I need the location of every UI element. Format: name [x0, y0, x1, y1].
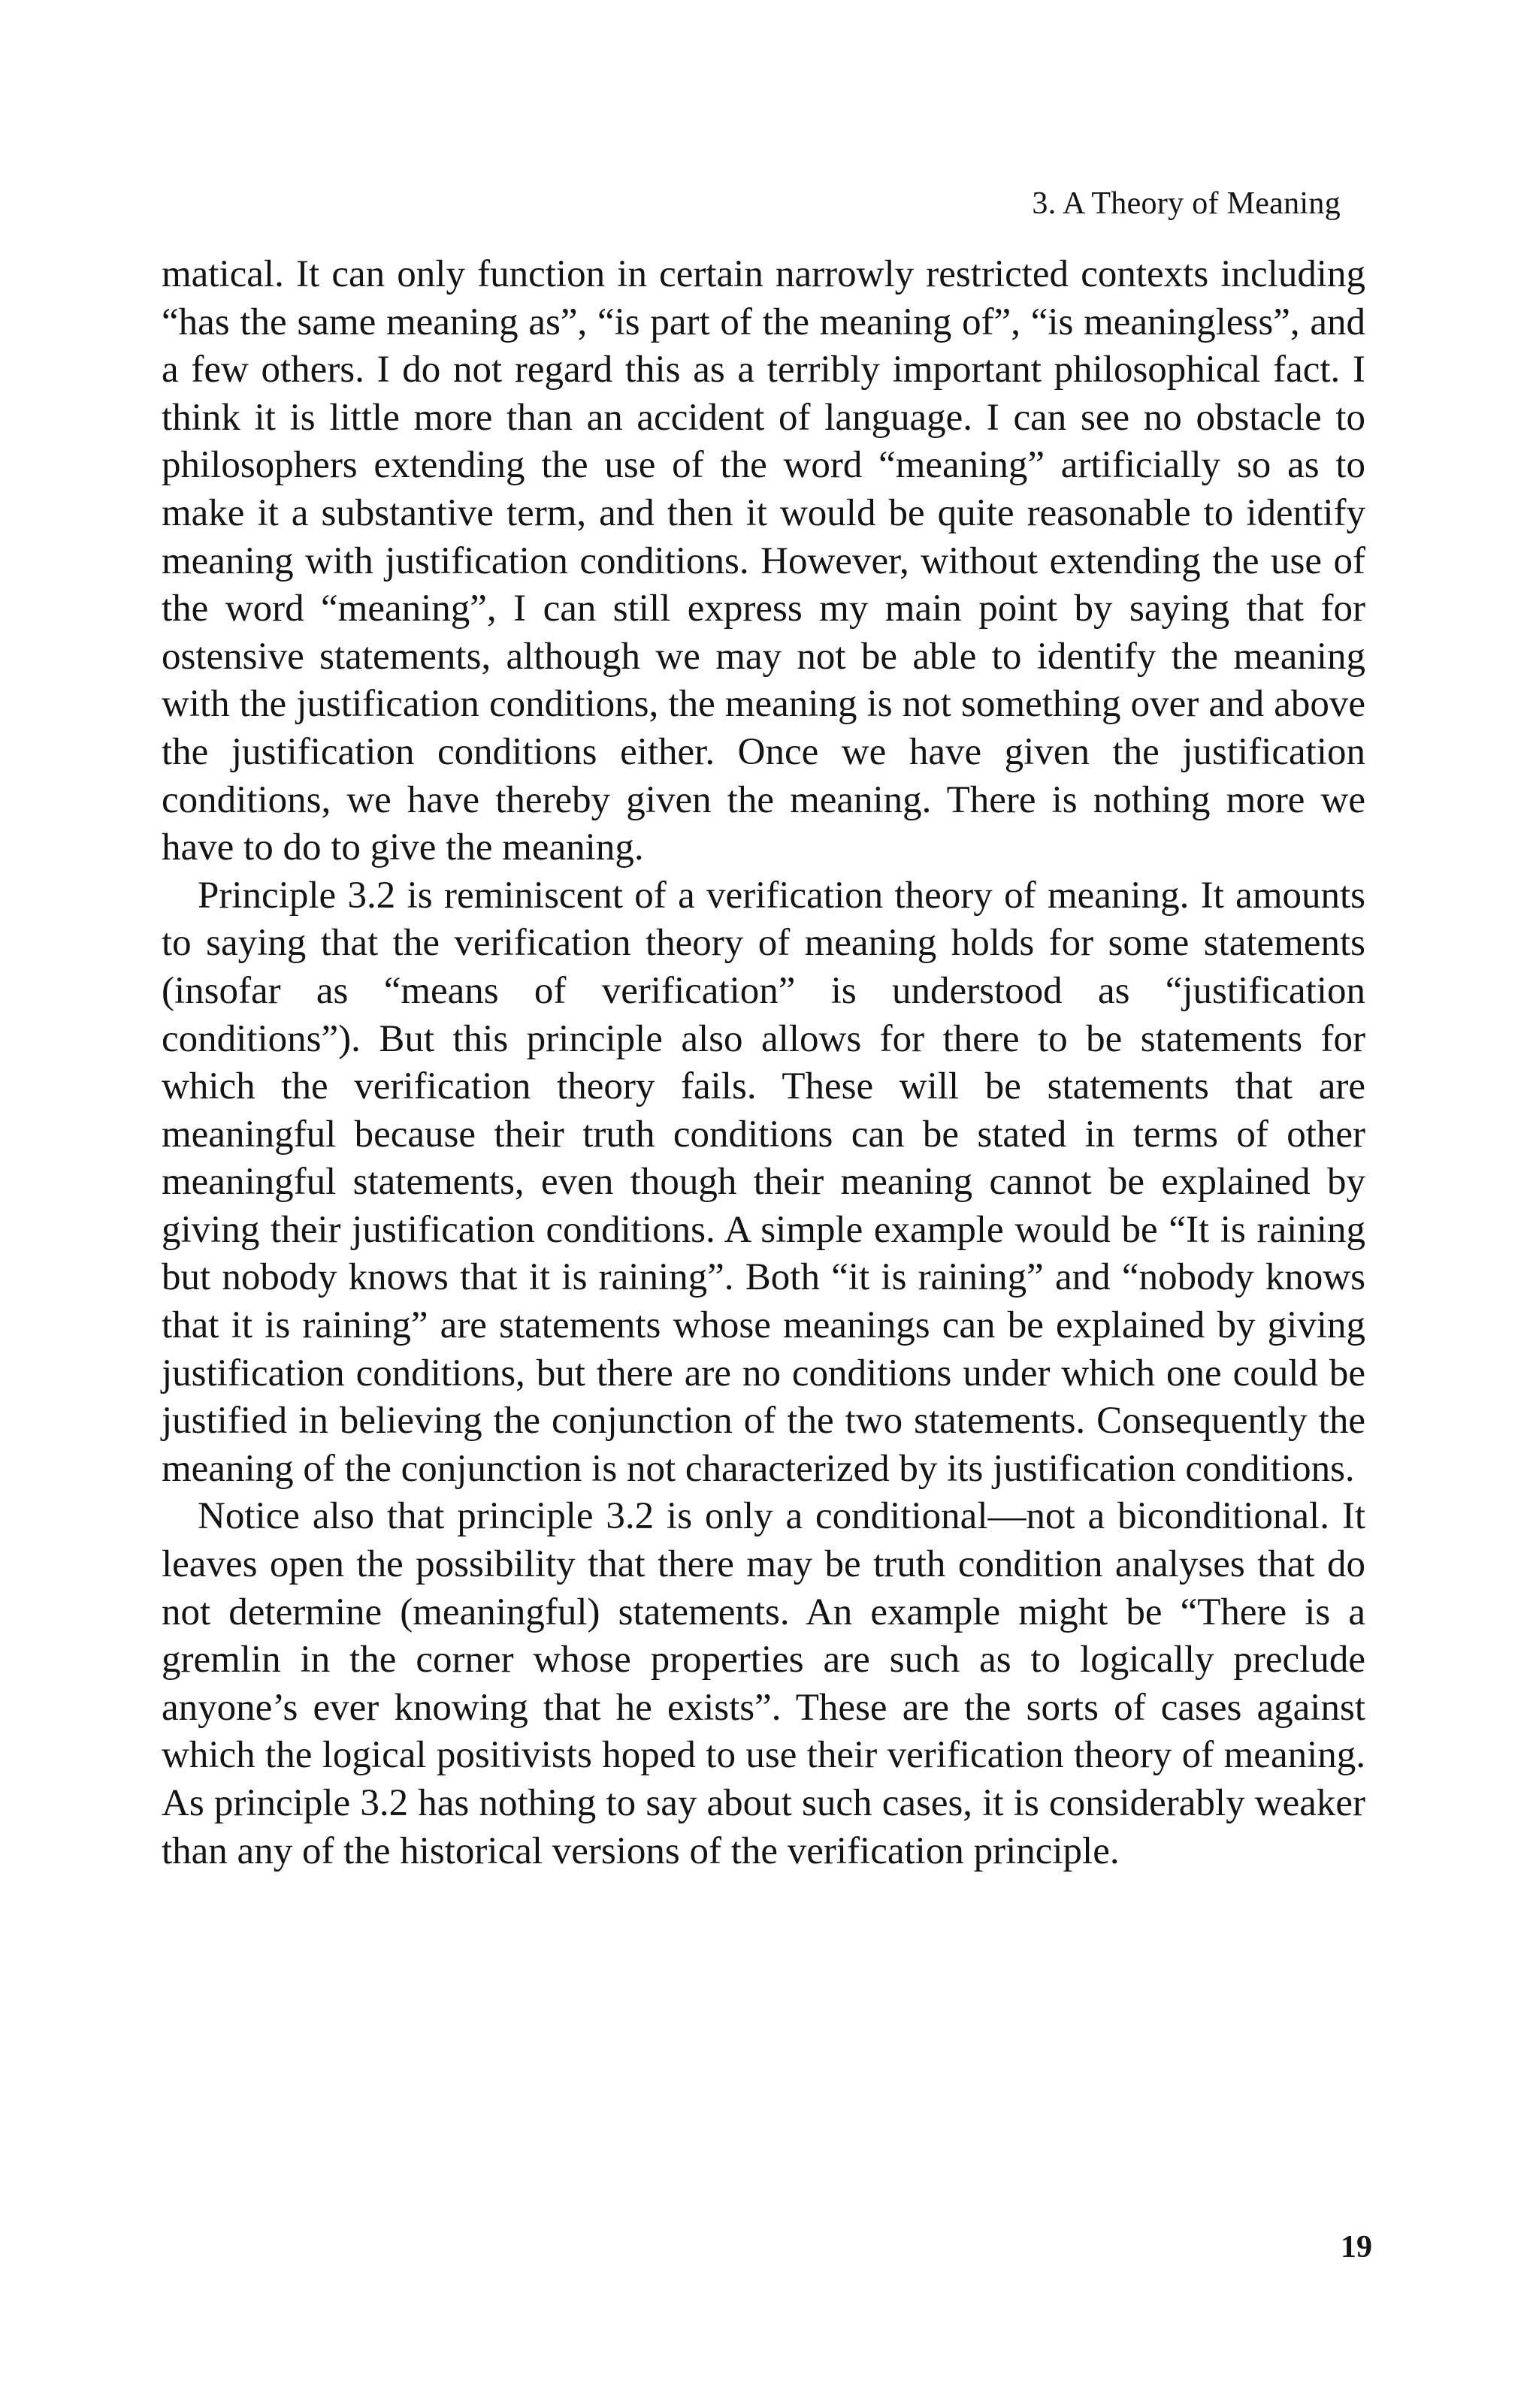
page-body: [162, 251, 1365, 1875]
paragraph-notice-conditional: Notice also that principle 3.2 is only a conditional—not a biconditional. It leaves open the possibility that there may be truth condition analyses that do not determine (meaningful) statements. An example might be “There is a gremlin in the corner whose properties are such as to logically preclude anyone’s ever knowing that he exists”. These are the sorts of cases against which the logical positivists hoped to use their verification theory of meaning. As principle 3.2 has nothing to say about such cases, it is considerably weaker than any of the historical versions of the verification principle.: [162, 1495, 1365, 1872]
page-number: 19: [1341, 2230, 1372, 2264]
paragraph-continued: matical. It can only function in certain narrowly restricted contexts including “has the same meaning as”, “is part of the meaning of”, “is meaningless”, and a few others. I do not regard this as a terribly important philosophical fact. I think it is little more than an accident of language. I can see no obstacle to philosophers extending the use of the word “meaning” artificially so as to make it a substantive term, and then it would be quite reasonable to identify meaning with justification conditions. However, without extending the use of the word “meaning”, I can still express my main point by saying that for ostensive statements, although we may not be able to identify the meaning with the justification conditions, the meaning is not something over and above the justification conditions either. Once we have given the justification conditions, we have thereby given the meaning. There is nothing more we have to do to give the meaning.: [162, 253, 1365, 869]
running-head: 3. A Theory of Meaning: [1032, 186, 1341, 221]
paragraph-principle-reminiscent: Principle 3.2 is reminiscent of a verification theory of meaning. It amounts to saying that the verification theory of meaning holds for some statements (insofar as “means of verification” is understood as “justification conditions”). But this principle also allows for there to be statements for which the verification theory fails. These will be statements that are meaningful because their truth conditions can be stated in terms of other meaningful statements, even though their meaning cannot be explained by giving their justification conditions. A simple example would be “It is raining but nobody knows that it is raining”. Both “it is raining” and “nobody knows that it is raining” are statements whose meanings can be explained by giving justification conditions, but there are no conditions under which one could be justified in believing the conjunction of the two statements. Consequently the meaning of the conjunction is not characterized by its justification conditions.: [162, 874, 1365, 1490]
